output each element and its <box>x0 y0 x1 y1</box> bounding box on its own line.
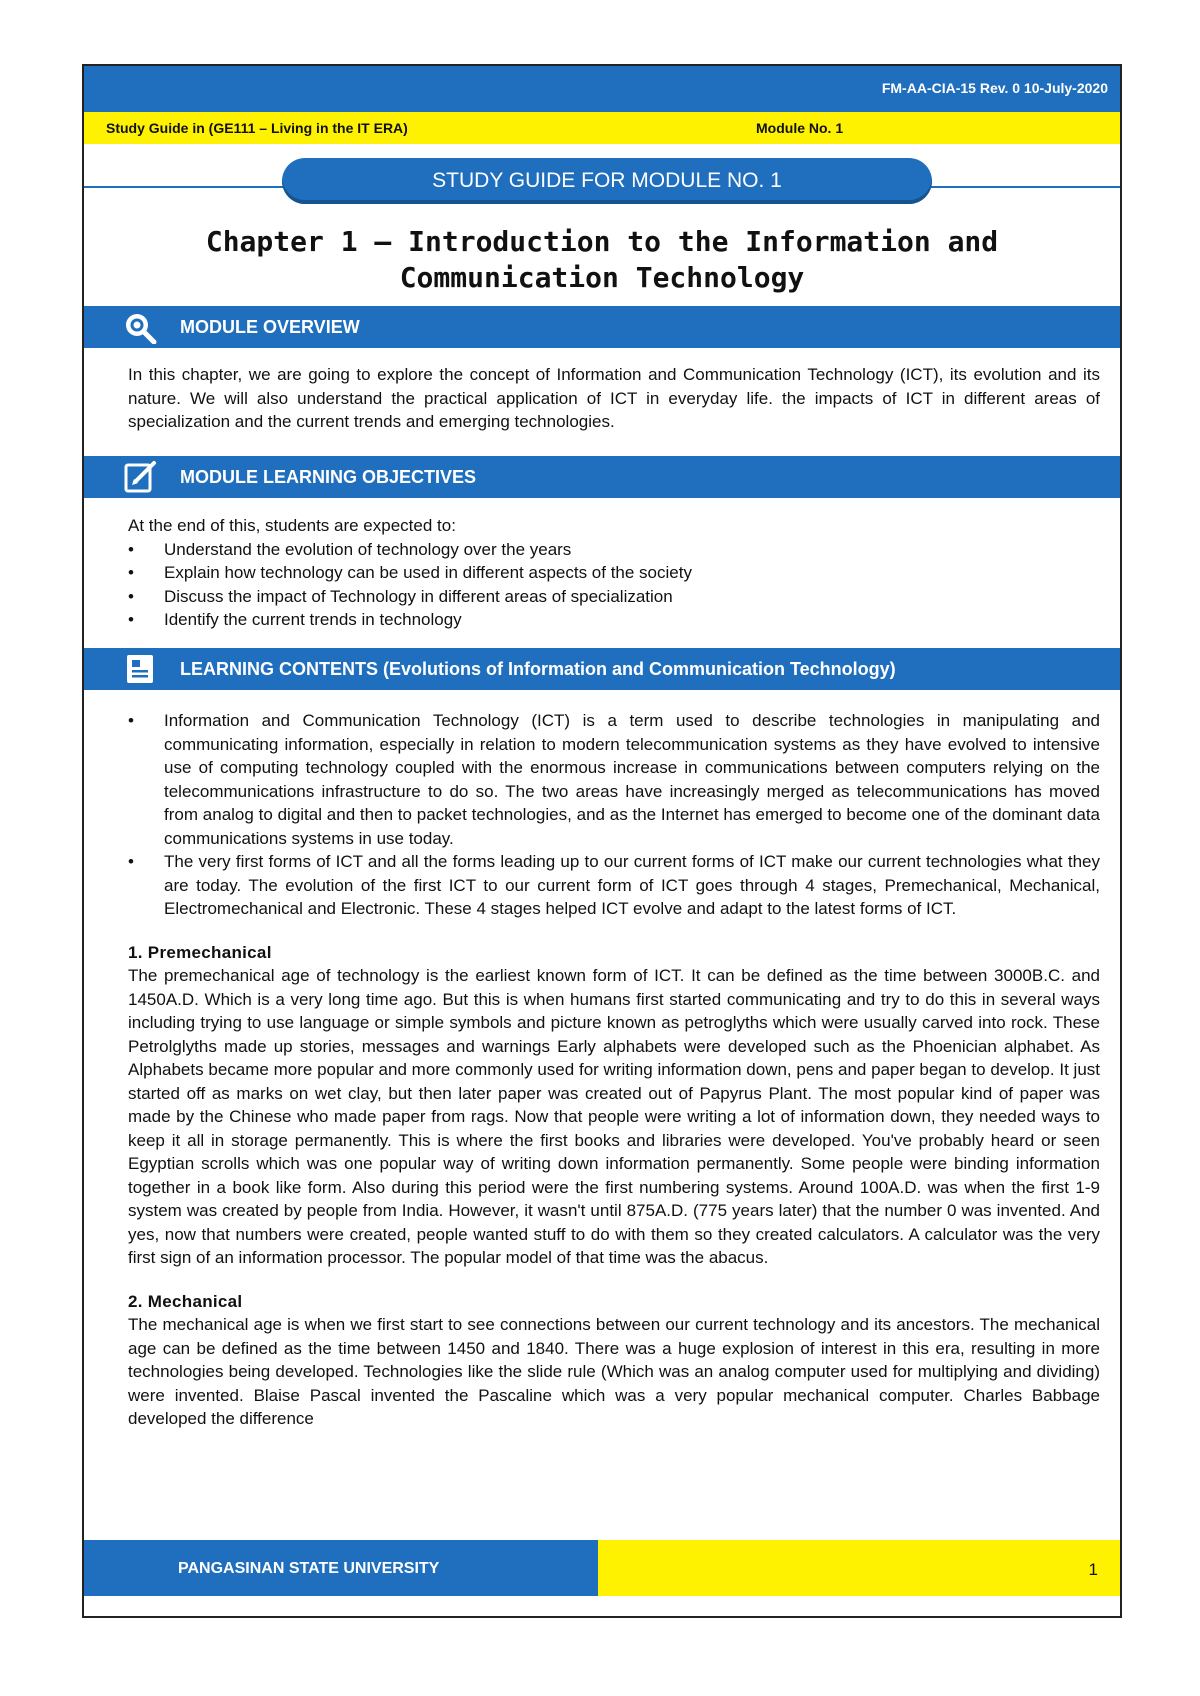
learning-objectives-title: MODULE LEARNING OBJECTIVES <box>180 467 477 487</box>
list-item: • The very first forms of ICT and all the forms leading up to our current forms of ICT make our current technologies what they are today. The evolution of the first ICT to our current form of ICT goes through 4 stages, Premechanical, Mechanical, Electromechanical and Electronic. These 4 stages helped ICT evolve and adapt to the latest forms of ICT. <box>128 850 1100 921</box>
document-page <box>82 64 1122 1618</box>
section-heading-premechanical: 1. Premechanical <box>128 942 272 962</box>
learning-objectives-header <box>84 456 1120 498</box>
section-text-mechanical: The mechanical age is when we first start to see connections between our current technology and its ancestors. The mechanical age can be defined as the time between 1450 and 1840. There was a huge explosion of interest in this era, resulting in more technologies being developed. Technologies like the slide rule (Which was an analog computer used for multiplying and dividing) were invented. Blaise Pascal invented the Pascaline which was a very popular mechanical computer. Charles Babbage developed the difference <box>128 1315 1100 1428</box>
footer-page-bar <box>598 1540 1120 1596</box>
objectives-list <box>128 538 1100 632</box>
chapter-title <box>84 224 1120 296</box>
learning-objectives-body <box>128 514 1100 632</box>
footer-university-bar <box>84 1540 598 1596</box>
learning-contents-header <box>84 648 1120 690</box>
header-blue-bar <box>84 66 1120 112</box>
contents-bullets <box>128 709 1100 921</box>
document-icon <box>120 652 160 686</box>
page-number: 1 <box>1088 1560 1098 1579</box>
module-overview-title: MODULE OVERVIEW <box>180 317 360 337</box>
learning-contents-title: LEARNING CONTENTS (Evolutions of Information and Communication Technology) <box>180 659 896 679</box>
list-item: • Discuss the impact of Technology in different areas of specialization <box>128 585 1100 609</box>
list-item: • Information and Communication Technology (ICT) is a term used to describe technologies in manipulating and communicating information, especially in relation to modern telecommunication systems as they have evolved to intensive use of computing technology coupled with the enormous increase in communications between computers relying on the telecommunications infrastructure to do so. The two areas have increasingly merged as telecommunications has moved from analog to digital and then to packet technologies, and as the Internet has emerged to become one of the dominant data communications systems in use today. <box>128 709 1100 850</box>
magnifier-icon <box>120 310 160 344</box>
learning-contents-body <box>128 709 1100 1431</box>
header-yellow-bar <box>84 112 1120 144</box>
module-overview-header <box>84 306 1120 348</box>
module-overview-text: In this chapter, we are going to explore the concept of Information and Communication Technology (ICT), its evolution and its nature. We will also understand the practical application of ICT in everyday life. the impacts of ICT in different areas of specialization and the current trends and emerging technologies. <box>128 365 1100 431</box>
banner-rule-right <box>930 186 1120 188</box>
study-guide-label: Study Guide in (GE111 – Living in the IT ERA) <box>106 120 408 136</box>
chapter-title-line-1: Chapter 1 – Introduction to the Information and <box>205 225 999 258</box>
pencil-note-icon <box>120 460 160 494</box>
list-item: • Understand the evolution of technology over the years <box>128 538 1100 562</box>
section-heading-mechanical: 2. Mechanical <box>128 1291 243 1311</box>
section-text-premechanical: The premechanical age of technology is the earliest known form of ICT. It can be defined as the time between 3000B.C. and 1450A.D. Which is a very long time ago. But this is when humans first started communicating and try to do this in several ways including trying to use language or simple symbols and picture known as petroglyths which were usually carved into rock. These Petrolglyths made up stories, messages and warnings Early alphabets were developed such as the Phoenician alphabet. As Alphabets became more popular and more commonly used for writing information down, pens and paper began to develop. It just started off as marks on wet clay, but then later paper was created out of Papyrus Plant. The most popular kind of paper was made by the Chinese who made paper from rags. Now that people were writing a lot of information down, they needed ways to keep it all in storage permanently. This is where the first books and libraries were developed. You've probably heard or seen Egyptian scrolls which was one popular way of writing down information permanently. Some people were binding information together in a book like form. Also during this period were the first numbering systems. Around 100A.D. was when the first 1-9 system was created by people from India. However, it wasn't until 875A.D. (775 years later) that the number 0 was invented. And yes, now that numbers were created, people wanted stuff to do with them so they created calculators. A calculator was the very first sign of an information processor. The popular model of that time was the abacus. <box>128 966 1100 1267</box>
banner-rule-left <box>84 186 284 188</box>
module-number-label: Module No. 1 <box>756 120 844 136</box>
chapter-title-line-2: Communication Technology <box>399 261 805 294</box>
university-name: PANGASINAN STATE UNIVERSITY <box>178 1560 440 1577</box>
list-item: • Identify the current trends in technology <box>128 608 1100 632</box>
form-code: FM-AA-CIA-15 Rev. 0 10-July-2020 <box>881 80 1108 96</box>
module-banner: STUDY GUIDE FOR MODULE NO. 1 <box>282 158 932 204</box>
objectives-intro: At the end of this, students are expected to: <box>128 516 456 535</box>
list-item: • Explain how technology can be used in different aspects of the society <box>128 561 1100 585</box>
